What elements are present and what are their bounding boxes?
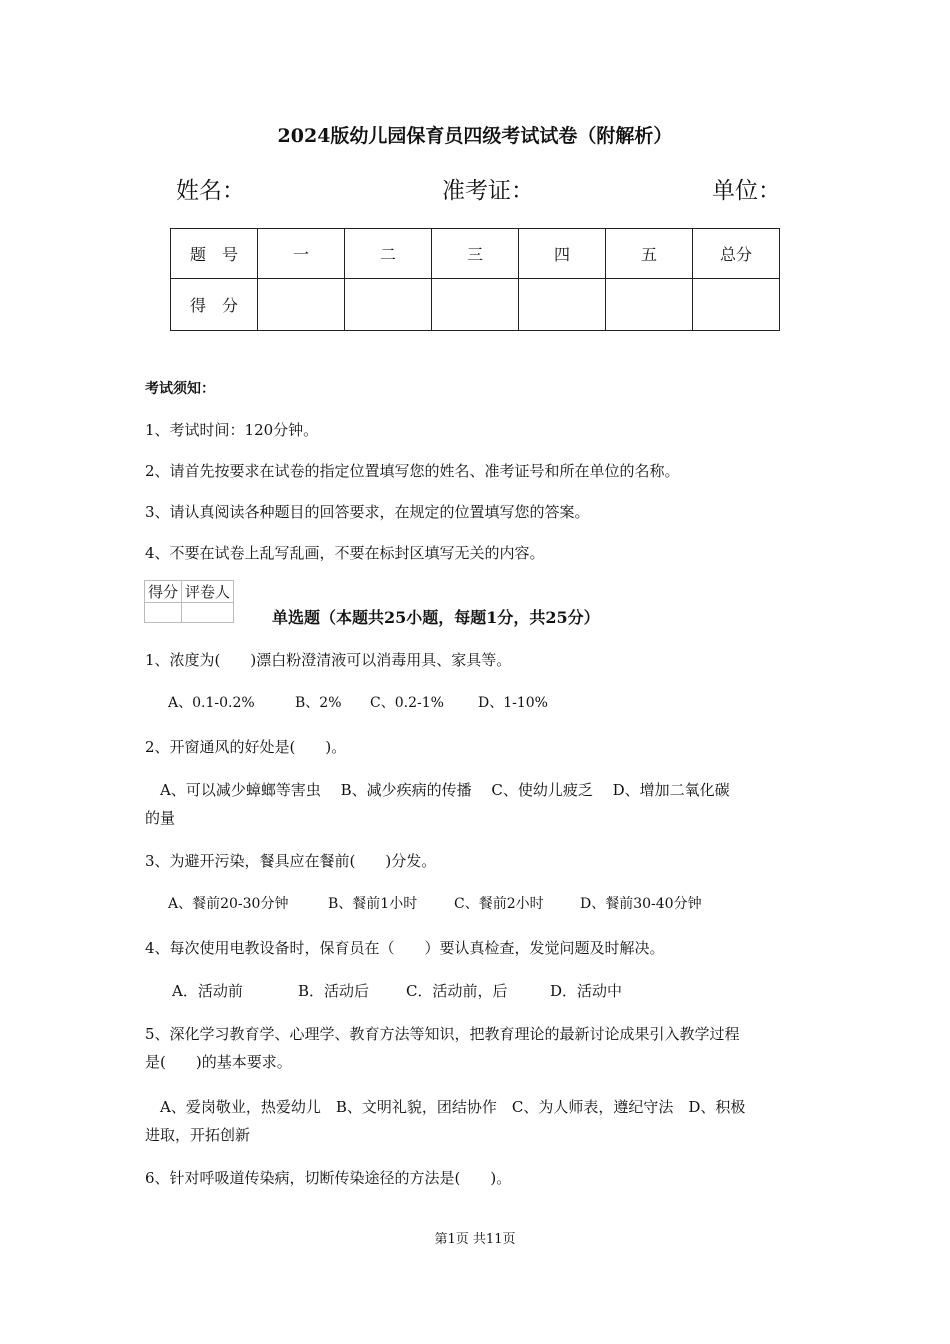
- option-b: B、2%: [295, 695, 342, 711]
- score-cell-empty[interactable]: [258, 279, 345, 331]
- notice-item: 1、考试时间：120分钟。: [145, 421, 319, 439]
- score-cell-header: 四: [519, 229, 606, 279]
- exam-id-field-label: 准考证：: [442, 178, 534, 204]
- score-table: [170, 228, 780, 331]
- score-cell-header: 二: [345, 229, 432, 279]
- score-table-header-row: [171, 229, 780, 279]
- question-5-options: A、爱岗敬业，热爱幼儿 B、文明礼貌，团结协作 C、为人师表，遵纪守法 D、积极: [145, 1098, 746, 1116]
- score-cell-label: 题 号: [171, 229, 258, 279]
- unit-field-label: 单位：: [712, 178, 781, 204]
- option-c: C、餐前2小时: [454, 896, 544, 912]
- option-d: D．活动中: [550, 982, 623, 1000]
- grader-score-label: 得分: [145, 581, 182, 603]
- option-d: D、餐前30-40分钟: [580, 896, 702, 912]
- score-cell-header: 五: [606, 229, 693, 279]
- option-d: D、1-10%: [478, 695, 548, 711]
- option-c: C．活动前，后: [406, 982, 508, 1000]
- grader-table: [144, 580, 234, 623]
- grader-name-label: 评卷人: [182, 581, 234, 603]
- question-2: 2、开窗通风的好处是( )。: [145, 738, 347, 756]
- option-a: A、0.1-0.2%: [168, 695, 255, 711]
- notice-item: 3、请认真阅读各种题目的回答要求，在规定的位置填写您的答案。: [145, 503, 590, 521]
- score-table-score-row: [171, 279, 780, 331]
- score-cell-header: 一: [258, 229, 345, 279]
- option-b: B．活动后: [298, 982, 370, 1000]
- grader-score-cell[interactable]: [145, 603, 182, 623]
- question-1: 1、浓度为( )漂白粉澄清液可以消毒用具、家具等。: [145, 651, 512, 669]
- option-a: A．活动前: [172, 982, 243, 1000]
- notice-item: 4、不要在试卷上乱写乱画，不要在标封区填写无关的内容。: [145, 544, 545, 562]
- question-3: 3、为避开污染，餐具应在餐前( )分发。: [145, 852, 437, 870]
- option-a: A、餐前20-30分钟: [168, 896, 289, 912]
- notice-item: 2、请首先按要求在试卷的指定位置填写您的姓名、准考证号和所在单位的名称。: [145, 462, 680, 480]
- question-2-options: A、可以减少蟑螂等害虫 B、减少疾病的传播 C、使幼儿疲乏 D、增加二氧化碳: [145, 781, 730, 799]
- score-cell-empty[interactable]: [345, 279, 432, 331]
- score-cell-empty[interactable]: [519, 279, 606, 331]
- question-4: 4、每次使用电教设备时，保育员在（ ）要认真检查，发觉问题及时解决。: [145, 939, 665, 957]
- question-5-options-cont: 进取，开拓创新: [145, 1126, 251, 1144]
- score-cell-header: 总分: [693, 229, 780, 279]
- score-cell-empty[interactable]: [693, 279, 780, 331]
- grader-name-cell[interactable]: [182, 603, 234, 623]
- score-cell-empty[interactable]: [432, 279, 519, 331]
- question-5-cont: 是( )的基本要求。: [145, 1053, 292, 1071]
- option-b: B、餐前1小时: [328, 896, 418, 912]
- score-cell-label: 得 分: [171, 279, 258, 331]
- document-title: 2024版幼儿园保育员四级考试试卷（附解析）: [277, 125, 673, 147]
- notice-heading: 考试须知：: [145, 381, 215, 397]
- name-field-label: 姓名：: [176, 178, 245, 204]
- question-5: 5、深化学习教育学、心理学、教育方法等知识，把教育理论的最新讨论成果引入教学过程: [145, 1025, 740, 1043]
- section-title: 单选题（本题共25小题，每题1分，共25分）: [272, 608, 600, 627]
- question-2-options-cont: 的量: [145, 809, 176, 827]
- score-cell-empty[interactable]: [606, 279, 693, 331]
- page-footer: 第1页 共11页: [434, 1232, 516, 1247]
- score-cell-header: 三: [432, 229, 519, 279]
- question-6: 6、针对呼吸道传染病，切断传染途径的方法是( )。: [145, 1169, 512, 1187]
- option-c: C、0.2-1%: [370, 695, 444, 711]
